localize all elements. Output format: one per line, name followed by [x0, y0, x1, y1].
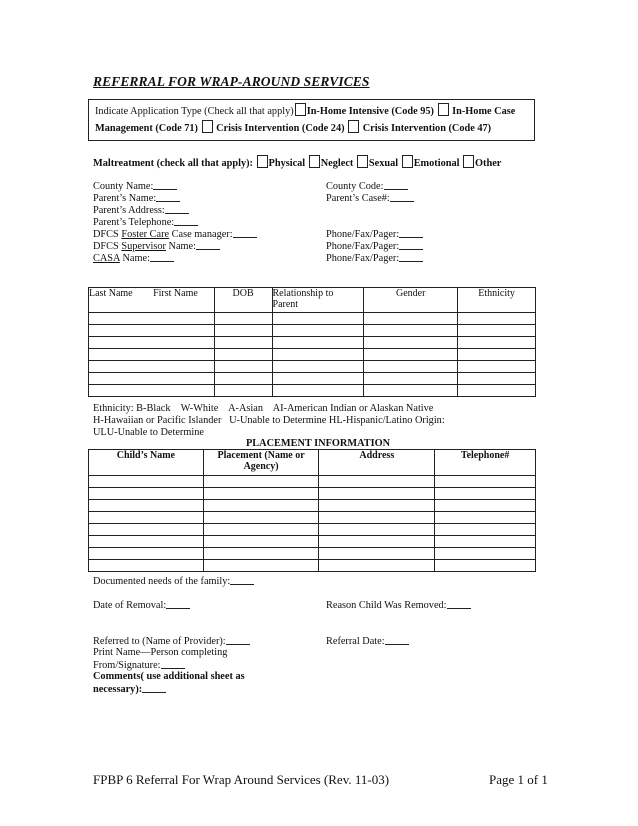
footer-form-id: FPBP 6 Referral For Wrap Around Services (Rev. 11-03)	[93, 772, 390, 787]
table-cell[interactable]	[272, 337, 364, 349]
checkbox-emotional[interactable]	[402, 155, 413, 168]
application-type-prompt: Indicate Application Type (Check all that apply)	[95, 106, 294, 117]
dfcs-supervisor-input[interactable]	[196, 240, 220, 250]
table-cell[interactable]	[272, 385, 364, 397]
table-cell[interactable]	[435, 536, 536, 548]
removal-reason-label: Reason Child Was Removed:	[326, 600, 447, 611]
header-telephone: Telephone#	[435, 450, 536, 476]
parent-case-field	[326, 192, 414, 205]
checkbox-neglect[interactable]	[309, 155, 320, 168]
table-cell[interactable]	[435, 512, 536, 524]
application-type-line-1	[95, 103, 528, 120]
parent-address-input[interactable]	[165, 204, 189, 214]
option-in-home-case-line2: Management (Code 71)	[95, 123, 198, 134]
removal-reason-field	[326, 599, 471, 612]
casa-label: CASA	[93, 253, 120, 264]
table-cell[interactable]	[364, 325, 458, 337]
phone2-input[interactable]	[399, 240, 423, 250]
print-name-label: Print Name—Person completing	[93, 647, 228, 658]
form-title: REFERRAL FOR WRAP-AROUND SERVICES	[93, 74, 370, 89]
table-row[interactable]	[89, 476, 536, 488]
table-row[interactable]	[89, 536, 536, 548]
table-cell[interactable]	[203, 512, 319, 524]
dfcs-supervisor-name-label: Name:	[165, 241, 196, 252]
table-cell[interactable]	[214, 349, 272, 361]
referred-to-input[interactable]	[226, 635, 250, 645]
table-row[interactable]	[89, 349, 536, 361]
table-row[interactable]	[89, 313, 536, 325]
table-cell[interactable]	[214, 313, 272, 325]
table-cell[interactable]	[89, 548, 204, 560]
table-cell[interactable]	[214, 325, 272, 337]
table-cell[interactable]	[435, 524, 536, 536]
table-cell[interactable]	[319, 560, 435, 572]
table-cell[interactable]	[319, 476, 435, 488]
table-cell[interactable]	[89, 524, 204, 536]
table-cell[interactable]	[364, 337, 458, 349]
table-row[interactable]	[89, 560, 536, 572]
header-placement-2: Agency)	[243, 461, 279, 472]
parent-case-label: Parent’s Case#:	[326, 193, 390, 204]
county-name-input[interactable]	[153, 180, 177, 190]
phone3-input[interactable]	[399, 252, 423, 262]
removal-date-label: Date of Removal:	[93, 600, 167, 611]
maltreatment-row	[93, 155, 501, 169]
children-header-row	[89, 288, 536, 313]
casa-name-input[interactable]	[150, 252, 174, 262]
table-cell[interactable]	[458, 325, 536, 337]
documented-needs-label: Documented needs of the family:	[93, 576, 231, 587]
referral-date-label: Referral Date:	[326, 636, 385, 647]
table-row[interactable]	[89, 500, 536, 512]
table-cell[interactable]	[364, 349, 458, 361]
casa-field	[93, 252, 174, 265]
table-cell[interactable]	[458, 337, 536, 349]
table-cell[interactable]	[203, 476, 319, 488]
header-ethnicity: Ethnicity	[458, 288, 536, 313]
table-cell[interactable]	[319, 512, 435, 524]
header-placement-1: Placement (Name or	[217, 450, 305, 461]
table-cell[interactable]	[214, 385, 272, 397]
option-neglect: Neglect	[320, 158, 354, 169]
table-cell[interactable]	[89, 488, 204, 500]
checkbox-physical[interactable]	[257, 155, 268, 168]
table-cell[interactable]	[319, 536, 435, 548]
table-cell[interactable]	[364, 373, 458, 385]
phone3-field	[326, 252, 423, 265]
table-cell[interactable]	[364, 385, 458, 397]
option-crisis-47: Crisis Intervention (Code 47)	[362, 123, 492, 134]
table-cell[interactable]	[319, 500, 435, 512]
table-cell[interactable]	[272, 349, 364, 361]
table-cell[interactable]	[89, 536, 204, 548]
table-cell[interactable]	[458, 349, 536, 361]
removal-date-field	[93, 599, 190, 612]
option-crisis-24: Crisis Intervention (Code 24)	[216, 123, 345, 134]
table-cell[interactable]	[203, 560, 319, 572]
table-cell[interactable]	[435, 548, 536, 560]
county-code-input[interactable]	[384, 180, 408, 190]
referral-date-field	[326, 635, 409, 648]
parent-telephone-label: Parent’s Telephone:	[93, 217, 175, 228]
table-cell[interactable]	[89, 361, 215, 373]
checkbox-sexual[interactable]	[357, 155, 368, 168]
comments-input[interactable]	[142, 683, 166, 693]
dfcs-prefix: DFCS	[93, 229, 122, 240]
signature-label: From/Signature:	[93, 660, 161, 671]
table-cell[interactable]	[458, 313, 536, 325]
option-emotional: Emotional	[413, 158, 460, 169]
children-table	[88, 287, 536, 397]
table-row[interactable]	[89, 325, 536, 337]
ethnicity-key-line1: Ethnicity: B-Black W-White A-Asian AI-American Indian or Alaskan Native	[93, 403, 434, 414]
table-cell[interactable]	[203, 488, 319, 500]
application-type-box	[88, 99, 535, 141]
application-type-line-2	[95, 120, 528, 137]
dfcs-case-manager-label: Case manager:	[169, 229, 233, 240]
option-physical: Physical	[268, 158, 306, 169]
header-child-name: Child’s Name	[89, 450, 204, 476]
table-row[interactable]	[89, 373, 536, 385]
phone2-label: Phone/Fax/Pager:	[326, 241, 400, 252]
documented-needs-field	[93, 575, 254, 588]
table-cell[interactable]	[458, 385, 536, 397]
parent-name-label: Parent’s Name:	[93, 193, 157, 204]
checkbox-crisis-24[interactable]	[202, 120, 213, 133]
table-row[interactable]	[89, 361, 536, 373]
checkbox-crisis-47[interactable]	[348, 120, 359, 133]
dfcs2-prefix: DFCS	[93, 241, 122, 252]
header-dob: DOB	[214, 288, 272, 313]
header-relationship-1: Relationship to	[272, 288, 334, 299]
parent-telephone-input[interactable]	[174, 216, 198, 226]
checkbox-in-home-case-management[interactable]	[438, 103, 449, 116]
option-other: Other	[475, 158, 502, 169]
table-cell[interactable]	[89, 385, 215, 397]
placement-title: PLACEMENT INFORMATION	[246, 438, 391, 449]
table-cell[interactable]	[203, 524, 319, 536]
dfcs-case-manager-input[interactable]	[233, 228, 257, 238]
referred-to-label: Referred to (Name of Provider):	[93, 636, 226, 647]
table-cell[interactable]	[89, 373, 215, 385]
header-placement	[203, 450, 319, 476]
county-name-label: County Name:	[93, 181, 154, 192]
table-cell[interactable]	[272, 373, 364, 385]
footer-page-number: Page 1 of 1	[489, 772, 548, 787]
parent-case-input[interactable]	[390, 192, 414, 202]
table-cell[interactable]	[435, 560, 536, 572]
table-cell[interactable]	[364, 313, 458, 325]
header-relationship	[272, 288, 364, 313]
ethnicity-key	[93, 403, 445, 439]
comments-label-line2: necessary):	[93, 684, 143, 695]
table-row[interactable]	[89, 488, 536, 500]
table-cell[interactable]	[272, 325, 364, 337]
table-cell[interactable]	[214, 361, 272, 373]
header-address: Address	[319, 450, 435, 476]
option-in-home-case-line1: In-Home Case	[452, 106, 516, 117]
dfcs-supervisor: Supervisor	[121, 241, 166, 252]
phone1-label: Phone/Fax/Pager:	[326, 229, 400, 240]
table-cell[interactable]	[89, 560, 204, 572]
ethnicity-key-line2: H-Hawaiian or Pacific Islander U-Unable to Determine HL-Hispanic/Latino Origin:	[93, 415, 445, 426]
table-cell[interactable]	[214, 373, 272, 385]
removal-date-input[interactable]	[166, 599, 190, 609]
option-sexual: Sexual	[368, 158, 399, 169]
header-last-name: Last Name	[89, 288, 133, 299]
removal-reason-input[interactable]	[447, 599, 471, 609]
table-row[interactable]	[89, 337, 536, 349]
table-cell[interactable]	[203, 548, 319, 560]
option-in-home-intensive: In-Home Intensive (Code 95)	[306, 106, 434, 117]
table-row[interactable]	[89, 548, 536, 560]
table-cell[interactable]	[458, 361, 536, 373]
checkbox-other[interactable]	[463, 155, 474, 168]
documented-needs-input[interactable]	[230, 575, 254, 585]
signature-input[interactable]	[161, 659, 185, 669]
header-relationship-2: Parent	[272, 299, 299, 310]
table-cell[interactable]	[364, 361, 458, 373]
parent-name-input[interactable]	[156, 192, 180, 202]
table-cell[interactable]	[272, 361, 364, 373]
placement-table	[88, 449, 536, 572]
table-cell[interactable]	[319, 524, 435, 536]
table-cell[interactable]	[214, 337, 272, 349]
table-cell[interactable]	[89, 476, 204, 488]
table-cell[interactable]	[89, 500, 204, 512]
header-name-cell	[89, 288, 215, 313]
table-row[interactable]	[89, 524, 536, 536]
maltreatment-label: Maltreatment (check all that apply):	[93, 158, 253, 169]
table-cell[interactable]	[89, 313, 215, 325]
table-cell[interactable]	[89, 512, 204, 524]
table-cell[interactable]	[435, 476, 536, 488]
casa-name-label: Name:	[119, 253, 150, 264]
comments-field	[93, 683, 166, 696]
table-row[interactable]	[89, 512, 536, 524]
table-cell[interactable]	[435, 488, 536, 500]
table-cell[interactable]	[203, 500, 319, 512]
referral-date-input[interactable]	[385, 635, 409, 645]
table-cell[interactable]	[89, 349, 215, 361]
parent-address-label: Parent’s Address:	[93, 205, 165, 216]
comments-label-line1: Comments( use additional sheet as	[93, 671, 245, 682]
phone3-label: Phone/Fax/Pager:	[326, 253, 400, 264]
checkbox-in-home-intensive[interactable]	[295, 103, 306, 116]
table-cell[interactable]	[458, 373, 536, 385]
header-first-name: First Name	[153, 288, 198, 299]
table-cell[interactable]	[89, 337, 215, 349]
placement-header-row	[89, 450, 536, 476]
ethnicity-key-line3: ULU-Unable to Determine	[93, 427, 204, 438]
county-code-label: County Code:	[326, 181, 384, 192]
table-cell[interactable]	[319, 488, 435, 500]
table-cell[interactable]	[272, 313, 364, 325]
table-cell[interactable]	[435, 500, 536, 512]
phone1-input[interactable]	[399, 228, 423, 238]
table-cell[interactable]	[203, 536, 319, 548]
table-cell[interactable]	[89, 325, 215, 337]
header-gender: Gender	[364, 288, 458, 313]
table-row[interactable]	[89, 385, 536, 397]
table-cell[interactable]	[319, 548, 435, 560]
dfcs-foster-care: Foster Care	[121, 229, 170, 240]
